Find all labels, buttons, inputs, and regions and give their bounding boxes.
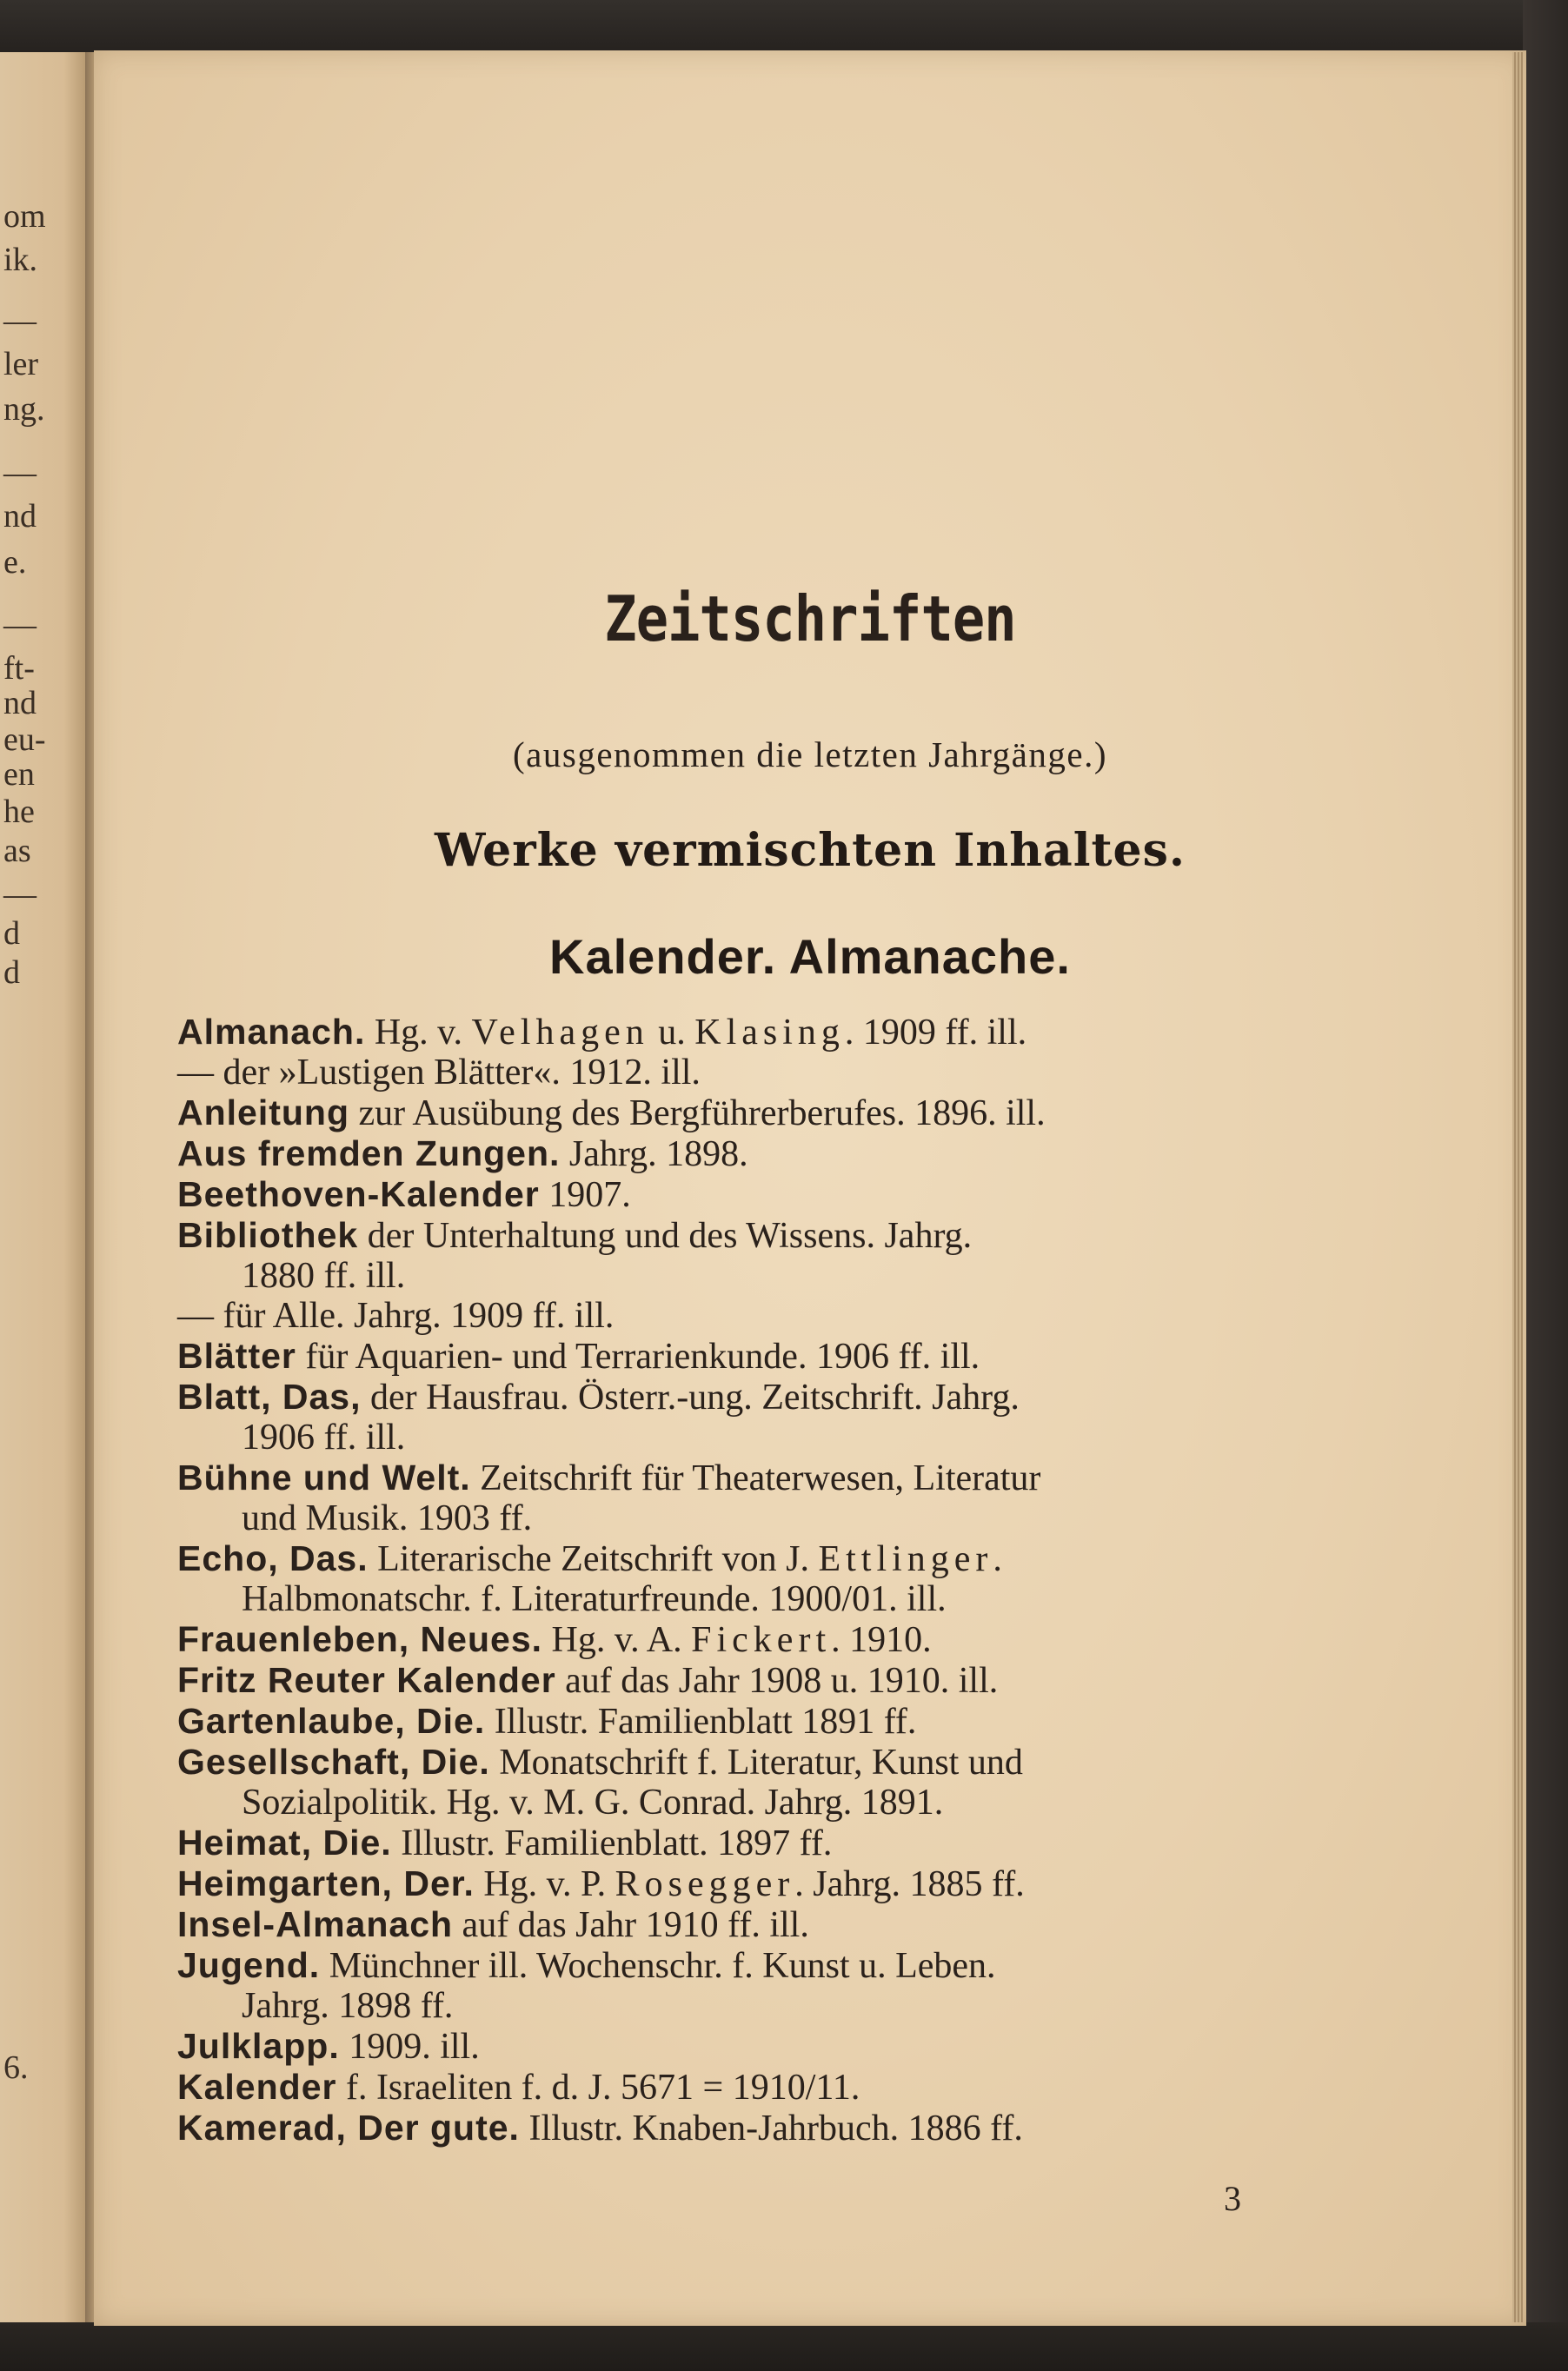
- entry-spaced-name: Velhagen: [471, 1013, 649, 1053]
- right-page: [94, 50, 1526, 2326]
- catalog-entry-list: [177, 1012, 1394, 2149]
- entry-first-line: [177, 1053, 1394, 1093]
- entry-first-line: [177, 1823, 1394, 1863]
- entry-text: .: [993, 1539, 1002, 1579]
- entry-continuation: 1906 ff. ill.: [242, 1418, 406, 1458]
- catalog-entry: [177, 1296, 1394, 1336]
- left-page-text-fragment: om: [3, 198, 46, 235]
- left-page-text-fragment: ft-: [3, 650, 35, 687]
- entry-heading: Gesellschaft, Die.: [177, 1742, 490, 1782]
- left-page-text-fragment: nd: [3, 685, 37, 721]
- left-page-text-fragment: ng.: [3, 391, 45, 428]
- entry-text: — der »Lustigen Blätter«. 1912. ill.: [177, 1053, 701, 1093]
- entry-text: Illustr. Familienblatt 1891 ff.: [485, 1702, 917, 1742]
- left-page-edge: [0, 52, 85, 2322]
- entry-continuation: Halbmonatschr. f. Literaturfreunde. 1900/01. ill.: [242, 1579, 947, 1619]
- entry-spaced-name: Klasing: [694, 1013, 845, 1053]
- entry-heading: Kamerad, Der gute.: [177, 2108, 520, 2148]
- entry-text: Hg. v. P.: [474, 1864, 615, 1904]
- subsection-heading: Kalender. Almanache.: [549, 929, 1071, 984]
- entry-spaced-name: Fickert: [691, 1620, 832, 1660]
- catalog-entry: [177, 1904, 1394, 1945]
- entry-heading: Blatt, Das,: [177, 1377, 362, 1417]
- entry-text: u.: [648, 1013, 695, 1053]
- book-binding-bottom: [0, 2322, 1568, 2371]
- entry-heading: Fritz Reuter Kalender: [177, 1660, 556, 1700]
- catalog-entry: [177, 2108, 1394, 2149]
- catalog-entry: [177, 1215, 1394, 1296]
- left-page-text-fragment: d: [3, 954, 20, 991]
- entry-heading: Bibliothek: [177, 1215, 359, 1255]
- left-page-text-fragment: d: [3, 915, 20, 952]
- entry-first-line: [177, 1377, 1394, 1418]
- left-page-text-fragment: —: [3, 876, 37, 913]
- entry-first-line: [177, 1701, 1394, 1742]
- entry-heading: Heimgarten, Der.: [177, 1863, 475, 1903]
- entry-spaced-name: Rosegger: [615, 1864, 795, 1904]
- entry-spaced-name: Ettlinger: [818, 1539, 993, 1579]
- left-page-text-fragment: 6.: [3, 2049, 29, 2086]
- book-binding-right: [1523, 0, 1568, 2371]
- section-heading: Werke vermischten Inhaltes.: [435, 824, 1186, 877]
- entry-text: f. Israeliten f. d. J. 5671 = 1910/11.: [336, 2068, 860, 2108]
- entry-heading: Aus fremden Zungen.: [177, 1133, 561, 1173]
- left-page-text-fragment: —: [3, 607, 37, 643]
- entry-text: . Jahrg. 1885 ff.: [794, 1864, 1025, 1904]
- entry-text: Münchner ill. Wochenschr. f. Kunst u. Leben.: [320, 1946, 996, 1986]
- entry-continuation: und Musik. 1903 ff.: [242, 1498, 533, 1538]
- catalog-entry: [177, 1377, 1394, 1458]
- entry-first-line: [177, 2108, 1394, 2149]
- left-page-text-fragment: e.: [3, 544, 27, 581]
- entry-text: zur Ausübung des Bergführerberufes. 1896. ill.: [349, 1093, 1046, 1133]
- entry-first-line: [177, 1458, 1394, 1498]
- entry-continuation: Jahrg. 1898 ff.: [242, 1986, 454, 2026]
- entry-heading: Gartenlaube, Die.: [177, 1701, 486, 1741]
- entry-heading: Almanach.: [177, 1012, 366, 1052]
- entry-first-line: [177, 1904, 1394, 1945]
- entry-text: Monatschrift f. Literatur, Kunst und: [489, 1743, 1023, 1783]
- entry-first-line: [177, 1215, 1394, 1256]
- page-title: Zeitschriften: [604, 582, 1016, 655]
- entry-text: — für Alle. Jahrg. 1909 ff. ill.: [177, 1296, 615, 1336]
- catalog-entry: [177, 1863, 1394, 1904]
- entry-first-line: [177, 1133, 1394, 1174]
- entry-first-line: [177, 1296, 1394, 1336]
- left-page-text-fragment: ler: [3, 346, 39, 382]
- catalog-entry: [177, 1538, 1394, 1619]
- entry-heading: Jugend.: [177, 1945, 321, 1985]
- page-subtitle: (ausgenommen die letzten Jahrgänge.): [513, 734, 1107, 774]
- entry-text: 1909. ill.: [339, 2027, 480, 2067]
- entry-first-line: [177, 1863, 1394, 1904]
- left-page-text-fragment: as: [3, 833, 31, 869]
- page-number: 3: [1224, 2179, 1241, 2218]
- entry-heading: Heimat, Die.: [177, 1823, 392, 1863]
- entry-first-line: [177, 1012, 1394, 1053]
- entry-first-line: [177, 1660, 1394, 1701]
- book-binding-top: [0, 0, 1568, 52]
- entry-text: Illustr. Familienblatt. 1897 ff.: [391, 1823, 833, 1863]
- page-stack-edge: [1512, 52, 1523, 2322]
- entry-heading: Blätter: [177, 1336, 296, 1376]
- entry-text: der Unterhaltung und des Wissens. Jahrg.: [358, 1216, 973, 1256]
- entry-heading: Julklapp.: [177, 2026, 340, 2066]
- catalog-entry: [177, 1012, 1394, 1053]
- catalog-entry: [177, 1053, 1394, 1093]
- entry-text: Illustr. Knaben-Jahrbuch. 1886 ff.: [519, 2109, 1023, 2149]
- left-page-text-fragment: —: [3, 455, 37, 491]
- entry-heading: Anleitung: [177, 1093, 350, 1132]
- catalog-entry: [177, 1133, 1394, 1174]
- entry-heading: Insel-Almanach: [177, 1904, 454, 1944]
- entry-heading: Bühne und Welt.: [177, 1458, 471, 1498]
- left-page-text-fragment: he: [3, 794, 35, 830]
- left-page-text-fragment: eu-: [3, 721, 46, 758]
- catalog-entry: [177, 1701, 1394, 1742]
- entry-text: 1907.: [539, 1175, 631, 1215]
- entry-first-line: [177, 1336, 1394, 1377]
- entry-text: für Aquarien- und Terrarienkunde. 1906 ff. ill.: [296, 1337, 980, 1377]
- entry-text: Zeitschrift für Theaterwesen, Literatur: [470, 1458, 1041, 1498]
- entry-first-line: [177, 1538, 1394, 1579]
- catalog-entry: [177, 2026, 1394, 2067]
- catalog-entry: [177, 1619, 1394, 1660]
- entry-heading: Echo, Das.: [177, 1538, 369, 1578]
- entry-text: Hg. v.: [365, 1013, 472, 1053]
- catalog-entry: [177, 1742, 1394, 1823]
- left-page-text-fragment: —: [3, 302, 37, 339]
- catalog-entry: [177, 1174, 1394, 1215]
- entry-text: . 1910.: [831, 1620, 932, 1660]
- catalog-entry: [177, 1336, 1394, 1377]
- entry-heading: Kalender: [177, 2067, 337, 2107]
- left-page-text-fragment: nd: [3, 498, 37, 535]
- entry-first-line: [177, 2067, 1394, 2108]
- entry-first-line: [177, 1945, 1394, 1986]
- entry-first-line: [177, 1619, 1394, 1660]
- entry-text: . 1909 ff. ill.: [844, 1013, 1027, 1053]
- entry-text: Hg. v. A.: [542, 1620, 692, 1660]
- entry-text: auf das Jahr 1910 ff. ill.: [453, 1905, 809, 1945]
- left-page-text-fragment: en: [3, 756, 35, 793]
- catalog-entry: [177, 1945, 1394, 2026]
- entry-first-line: [177, 1742, 1394, 1783]
- entry-text: Jahrg. 1898.: [560, 1134, 748, 1174]
- catalog-entry: [177, 1458, 1394, 1538]
- entry-text: auf das Jahr 1908 u. 1910. ill.: [555, 1661, 999, 1701]
- entry-text: Literarische Zeitschrift von J.: [368, 1539, 819, 1579]
- entry-continuation: 1880 ff. ill.: [242, 1256, 406, 1296]
- entry-heading: Beethoven-Kalender: [177, 1174, 540, 1214]
- entry-first-line: [177, 1174, 1394, 1215]
- catalog-entry: [177, 1823, 1394, 1863]
- entry-first-line: [177, 2026, 1394, 2067]
- entry-continuation: Sozialpolitik. Hg. v. M. G. Conrad. Jahrg. 1891.: [242, 1783, 944, 1823]
- catalog-entry: [177, 1660, 1394, 1701]
- catalog-entry: [177, 2067, 1394, 2108]
- catalog-entry: [177, 1093, 1394, 1133]
- left-page-text-fragment: ik.: [3, 242, 38, 278]
- entry-heading: Frauenleben, Neues.: [177, 1619, 543, 1659]
- entry-first-line: [177, 1093, 1394, 1133]
- entry-text: der Hausfrau. Österr.-ung. Zeitschrift. Jahrg.: [361, 1378, 1020, 1418]
